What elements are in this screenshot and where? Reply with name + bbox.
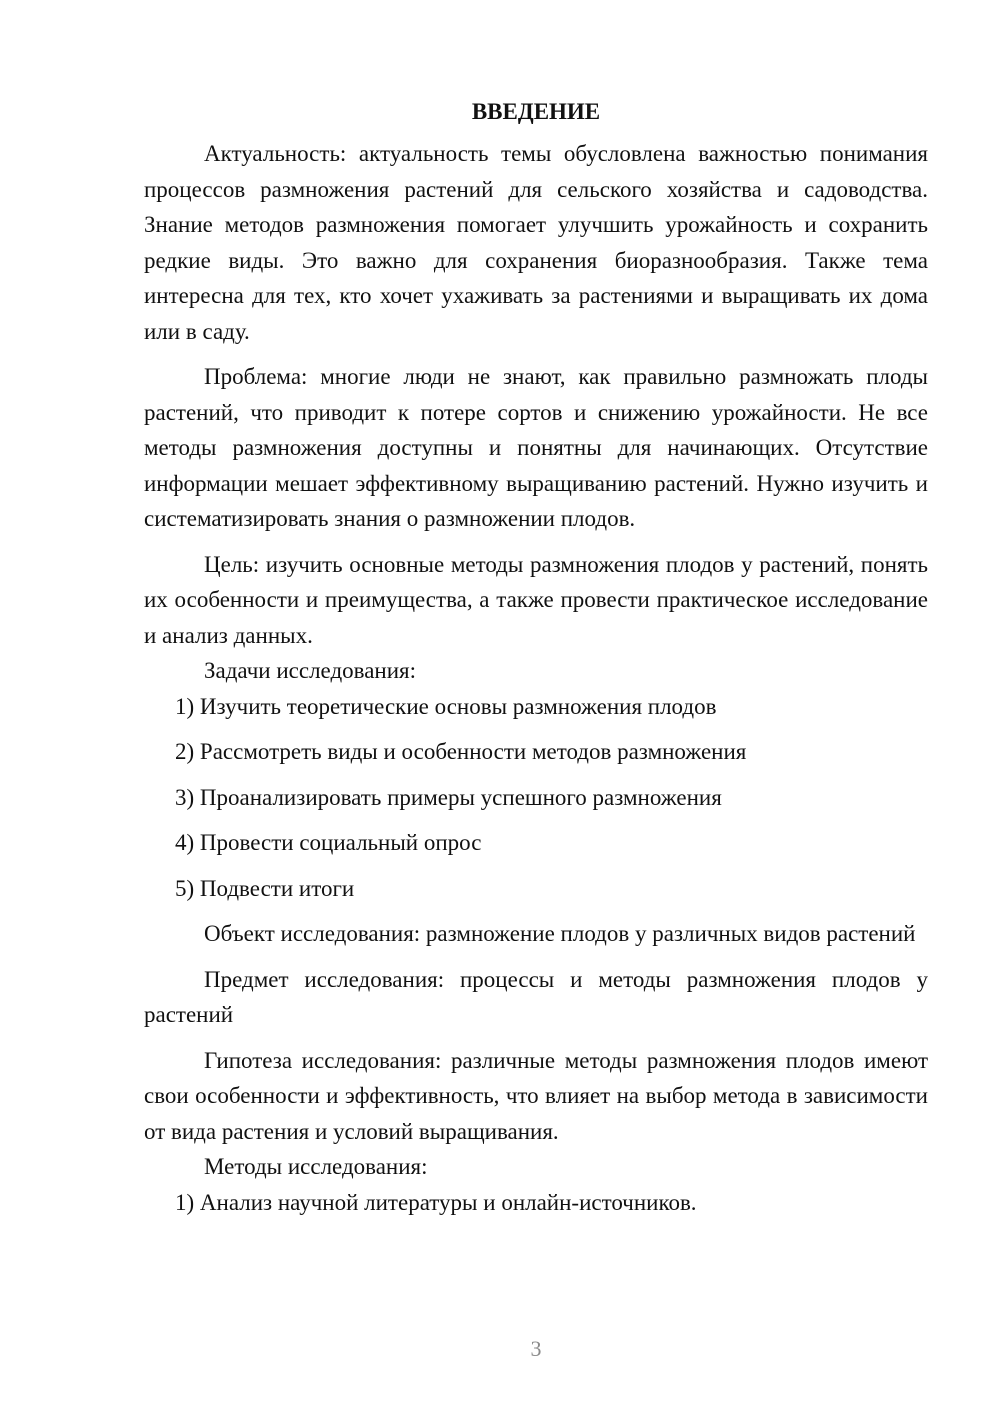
- task-item-3: 3) Проанализировать примеры успешного размножения: [175, 784, 722, 810]
- object-paragraph: Объект исследования: размножение плодов у различных видов растений: [204, 921, 916, 946]
- goal-paragraph: Цель: изучить основные методы размножения плодов у растений, понять их особенности и преимущества, а также провести практическое исследование и анализ данных.: [144, 551, 928, 648]
- task-item-1: 1) Изучить теоретические основы размножения плодов: [175, 693, 717, 719]
- hypothesis-paragraph: Гипотеза исследования: различные методы размножения плодов имеют свои особенности и эффективность, что влияет на выбор метода в зависимости от вида растения и условий выращивания.: [144, 1047, 928, 1144]
- problem-paragraph: Проблема: многие люди не знают, как правильно размножать плоды растений, что приводит к потере сортов и снижению урожайности. Не все методы размножения доступны и понятны для начинающих. Отсутствие информации мешает эффективному выращиванию растений. Нужно изучить и систематизировать знания о размножении плодов.: [144, 364, 928, 531]
- methods-list: [144, 1185, 928, 1221]
- page-number: 3: [530, 1336, 542, 1361]
- section-title: ВВЕДЕНИЕ: [471, 99, 601, 124]
- tasks-label: Задачи исследования:: [204, 658, 417, 683]
- methods-label: Методы исследования:: [204, 1154, 428, 1179]
- tasks-list: [144, 689, 928, 907]
- subject-paragraph: Предмет исследования: процессы и методы размножения плодов у растений: [144, 966, 928, 1027]
- task-item-2: 2) Рассмотреть виды и особенности методов размножения: [175, 739, 747, 764]
- task-item-5: 5) Подвести итоги: [175, 875, 355, 901]
- page-content: [144, 94, 928, 1220]
- method-item-1: 1) Анализ научной литературы и онлайн-источников.: [175, 1189, 697, 1215]
- task-item-4: 4) Провести социальный опрос: [175, 830, 482, 855]
- relevance-paragraph: Актуальность: актуальность темы обусловлена важностью понимания процессов размножения растений для сельского хозяйства и садоводства. Знание методов размножения помогает улучшить урожайность и сохранить редкие виды. Это важно для сохранения биоразнообразия. Также тема интересна для тех, кто хочет ухаживать за растениями и выращивать их дома или в саду.: [144, 141, 928, 344]
